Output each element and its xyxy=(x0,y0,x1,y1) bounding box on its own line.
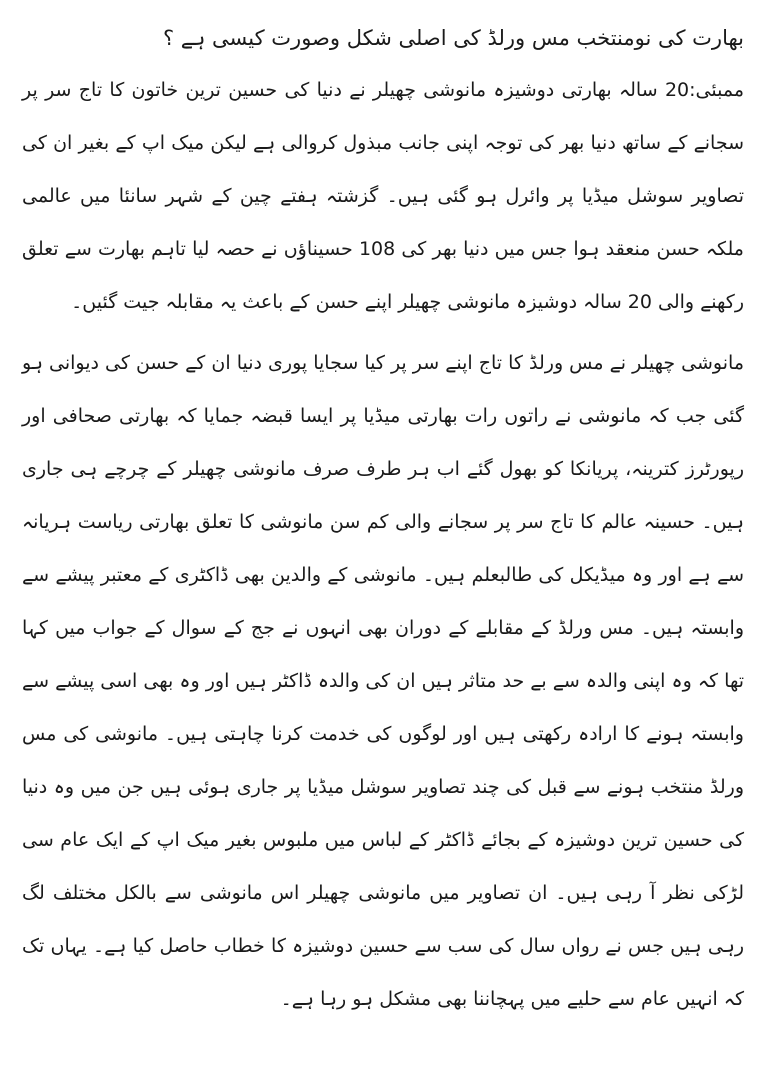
article xyxy=(22,18,744,1077)
article-paragraph: ممبئی:20 سالہ بھارتی دوشیزہ مانوشی چھیلر نے دنیا کی حسین ترین خاتون کا تاج سر پر سجانے کے ساتھ دنیا بھر کی توجہ اپنی جانب مبذول کروالی ہے لیکن میک اپ کے بغیر ان کی تصاویر سوشل میڈیا پر وائرل ہو گئی ہیں۔ گزشتہ ہفتے چین کے شہر سانئا میں عالمی ملکہ حسن منعقد ہوا جس میں دنیا بھر کی 108 حسیناؤں نے حصہ لیا تاہم بھارت سے تعلق رکھنے والی 20 سالہ دوشیزہ مانوشی چھیلر اپنے حسن کے باعث یہ مقابلہ جیت گئیں۔ xyxy=(22,79,744,313)
article-headline: بھارت کی نومنتخب مس ورلڈ کی اصلی شکل وصورت کیسی ہے ؟ xyxy=(162,26,744,50)
article-paragraph: مانوشی چھیلر نے مس ورلڈ کا تاج اپنے سر پر کیا سجایا پوری دنیا ان کے حسن کی دیوانی ہو گئی جب کہ مانوشی نے راتوں رات بھارتی میڈیا پر ایسا قبضہ جمایا کہ بھارتی صحافی اور رپورٹرز کترینہ، پریانکا کو بھول گئے اب ہر طرف صرف مانوشی چھیلر کے چرچے ہی جاری ہیں۔ حسینہ عالم کا تاج سر پر سجانے والی کم سن مانوشی کا تعلق بھارتی ریاست ہریانہ سے ہے اور وہ میڈیکل کی طالبعلم ہیں۔ مانوشی کے والدین بھی ڈاکٹری کے معتبر پیشے سے وابستہ ہیں۔ مس ورلڈ کے مقابلے کے دوران بھی انہوں نے جج کے سوال کے جواب میں کہا تھا کہ وہ اپنی والدہ سے بے حد متاثر ہیں ان کی والدہ ڈاکٹر ہیں اور وہ بھی اسی پیشے سے وابستہ ہونے کا ارادہ رکھتی ہیں اور لوگوں کی خدمت کرنا چاہتی ہیں۔ مانوشی کی مس ورلڈ منتخب ہونے سے قبل کی چند تصاویر سوشل میڈیا پر جاری ہوئی ہیں جن میں وہ دنیا کی حسین ترین دوشیزہ کے بجائے ڈاکٹر کے لباس میں ملبوس بغیر میک اپ کے ایک عام سی لڑکی نظر آ رہی ہیں۔ ان تصاویر میں مانوشی چھیلر اس مانوشی سے بالکل مختلف لگ رہی ہیں جس نے رواں سال کی سب سے حسین دوشیزہ کا خطاب حاصل کیا ہے۔ یہاں تک کہ انہیں عام سے حلیے میں پہچاننا بھی مشکل ہو رہا ہے۔ xyxy=(22,352,744,1010)
